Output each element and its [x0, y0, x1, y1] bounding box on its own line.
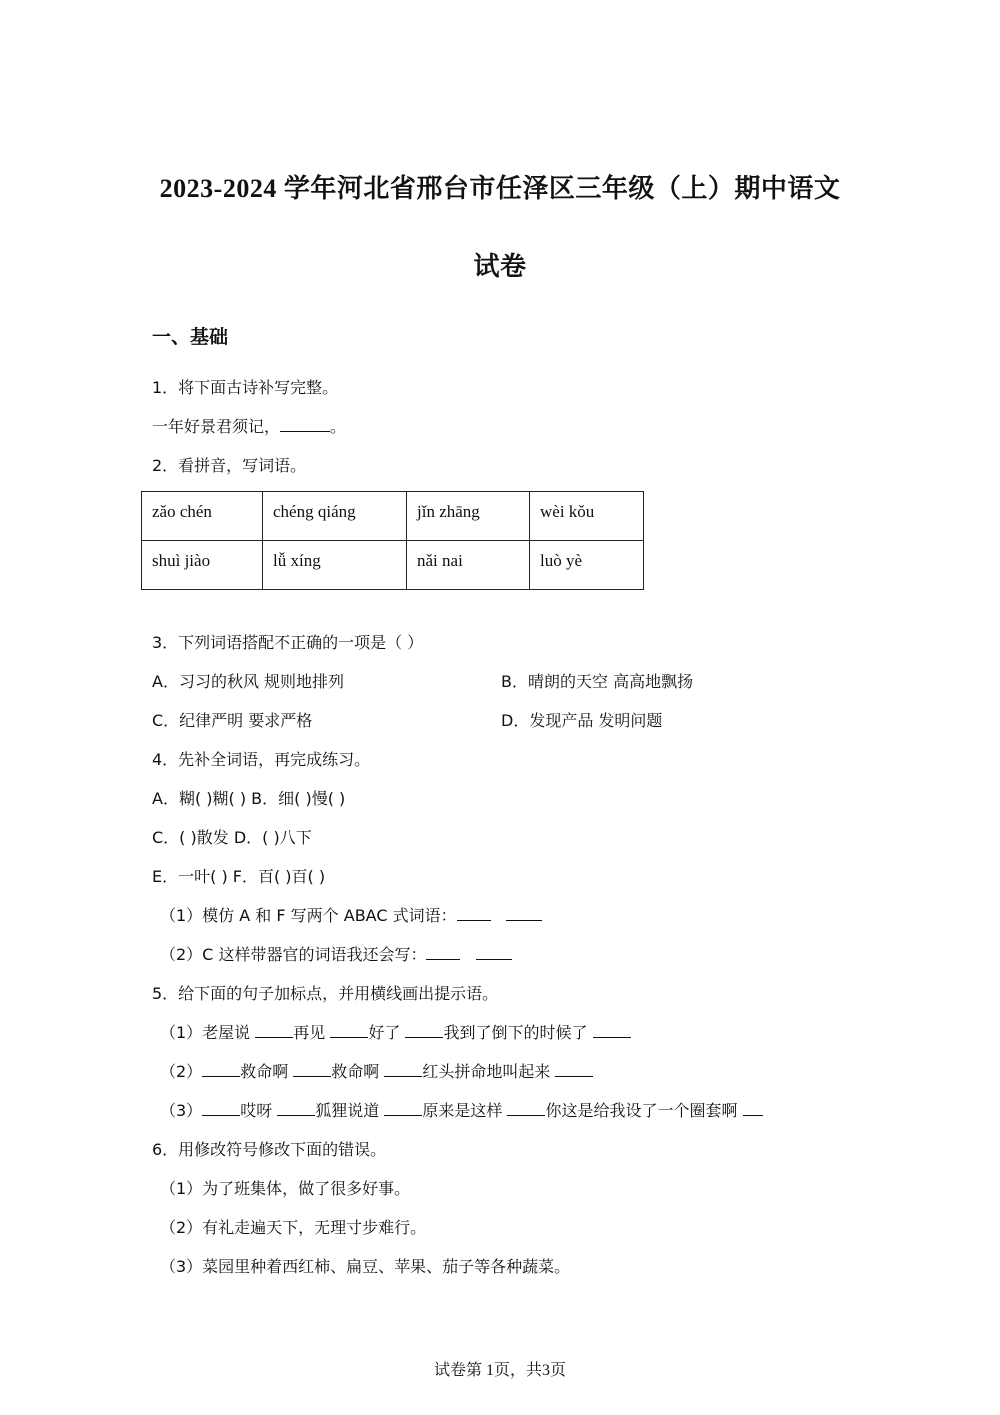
sub-question-text: （1）模仿 A 和 F 写两个 ABAC 式词语： [160, 906, 457, 925]
answer-blank[interactable] [384, 1062, 422, 1077]
question-3-option-b[interactable]: B．晴朗的天空 高高地飘扬 [501, 672, 694, 691]
question-5-sentence-1 [160, 1022, 631, 1044]
sentence-fragment: （1）老屋说 [160, 1023, 256, 1042]
question-3-stem: 3．下列词语搭配不正确的一项是（ ） [152, 633, 424, 652]
answer-blank[interactable] [507, 1101, 545, 1116]
question-6-sentence-3: （3）菜园里种着西红柿、扁豆、苹果、茄子等各种蔬菜。 [160, 1257, 571, 1276]
answer-blank[interactable] [202, 1062, 240, 1077]
question-3-option-d[interactable]: D．发现产品 发明问题 [501, 711, 663, 730]
question-5-stem: 5．给下面的句子加标点，并用横线画出提示语。 [152, 984, 499, 1003]
answer-blank[interactable] [555, 1062, 593, 1077]
answer-blank[interactable] [384, 1101, 422, 1116]
pinyin-cell: luò yè [530, 541, 644, 590]
question-2-stem: 2．看拼音，写词语。 [152, 456, 307, 475]
answer-blank[interactable] [277, 1101, 315, 1116]
pinyin-table [141, 491, 644, 590]
answer-blank[interactable] [426, 945, 460, 960]
pinyin-cell: nǎi nai [407, 541, 530, 590]
question-4-line-ab: A．糊( )糊( ) B．细( )慢( ) [152, 789, 346, 808]
page-footer: 试卷第 1页，共3页 [433, 1362, 566, 1379]
pinyin-cell: lǚ xíng [263, 541, 407, 590]
sentence-fragment: （2） [160, 1062, 203, 1081]
sentence-fragment: 狐狸说道 [315, 1101, 385, 1120]
question-5-sentence-2 [160, 1061, 593, 1083]
question-4-sub-1 [160, 905, 542, 927]
poem-prefix: 一年好景君须记， [152, 417, 281, 436]
question-6-sentence-2: （2）有礼走遍天下，无理寸步难行。 [160, 1218, 427, 1237]
sentence-fragment: 好了 [368, 1023, 406, 1042]
question-4-sub-2 [160, 944, 512, 966]
answer-blank[interactable] [593, 1023, 631, 1038]
pinyin-cell: jǐn zhāng [407, 492, 530, 541]
question-4-line-cd: C．( )散发 D．( )八下 [152, 828, 312, 847]
pinyin-cell: wèi kǒu [530, 492, 644, 541]
question-1-stem: 1．将下面古诗补写完整。 [152, 378, 339, 397]
table-row [142, 492, 644, 541]
question-6-stem: 6．用修改符号修改下面的错误。 [152, 1140, 387, 1159]
sentence-fragment: 你这是给我设了一个圈套啊 [545, 1101, 743, 1120]
sub-question-text: （2）C 这样带器官的词语我还会写： [160, 945, 427, 964]
question-3-option-c[interactable]: C．纪律严明 要求严格 [152, 711, 313, 730]
sentence-fragment: （3） [160, 1101, 203, 1120]
sentence-fragment: 红头拼命地叫起来 [422, 1062, 556, 1081]
pinyin-cell: shuì jiào [142, 541, 263, 590]
question-1-poem-line [152, 416, 346, 438]
sentence-fragment: 哎呀 [240, 1101, 278, 1120]
answer-blank[interactable] [476, 945, 512, 960]
sentence-fragment: 救命啊 [240, 1062, 294, 1081]
sentence-fragment: 原来是这样 [422, 1101, 508, 1120]
poem-suffix: 。 [330, 417, 347, 436]
question-6-sentence-1: （1）为了班集体，做了很多好事。 [160, 1179, 411, 1198]
section-heading-basics: 一、基础 [152, 326, 229, 348]
page-title-line-2: 试卷 [473, 252, 527, 281]
pinyin-cell: zǎo chén [142, 492, 263, 541]
answer-blank[interactable] [202, 1101, 240, 1116]
table-row [142, 541, 644, 590]
answer-blank[interactable] [743, 1101, 763, 1116]
answer-blank[interactable] [506, 906, 542, 921]
sentence-fragment: 我到了倒下的时候了 [443, 1023, 593, 1042]
sentence-fragment: 救命啊 [331, 1062, 385, 1081]
question-4-line-ef: E．一叶( ) F．百( )百( ) [152, 867, 326, 886]
question-4-stem: 4．先补全词语，再完成练习。 [152, 750, 371, 769]
answer-blank[interactable] [293, 1062, 331, 1077]
answer-blank[interactable] [405, 1023, 443, 1038]
answer-blank[interactable] [330, 1023, 368, 1038]
answer-blank[interactable] [280, 417, 330, 432]
answer-blank[interactable] [255, 1023, 293, 1038]
question-5-sentence-3 [160, 1100, 763, 1122]
page-title-line-1: 2023-2024 学年河北省邢台市任泽区三年级（上）期中语文 [159, 174, 841, 203]
pinyin-cell: chéng qiáng [263, 492, 407, 541]
answer-blank[interactable] [457, 906, 491, 921]
question-3-option-a[interactable]: A．习习的秋风 规则地排列 [152, 672, 345, 691]
sentence-fragment: 再见 [293, 1023, 331, 1042]
